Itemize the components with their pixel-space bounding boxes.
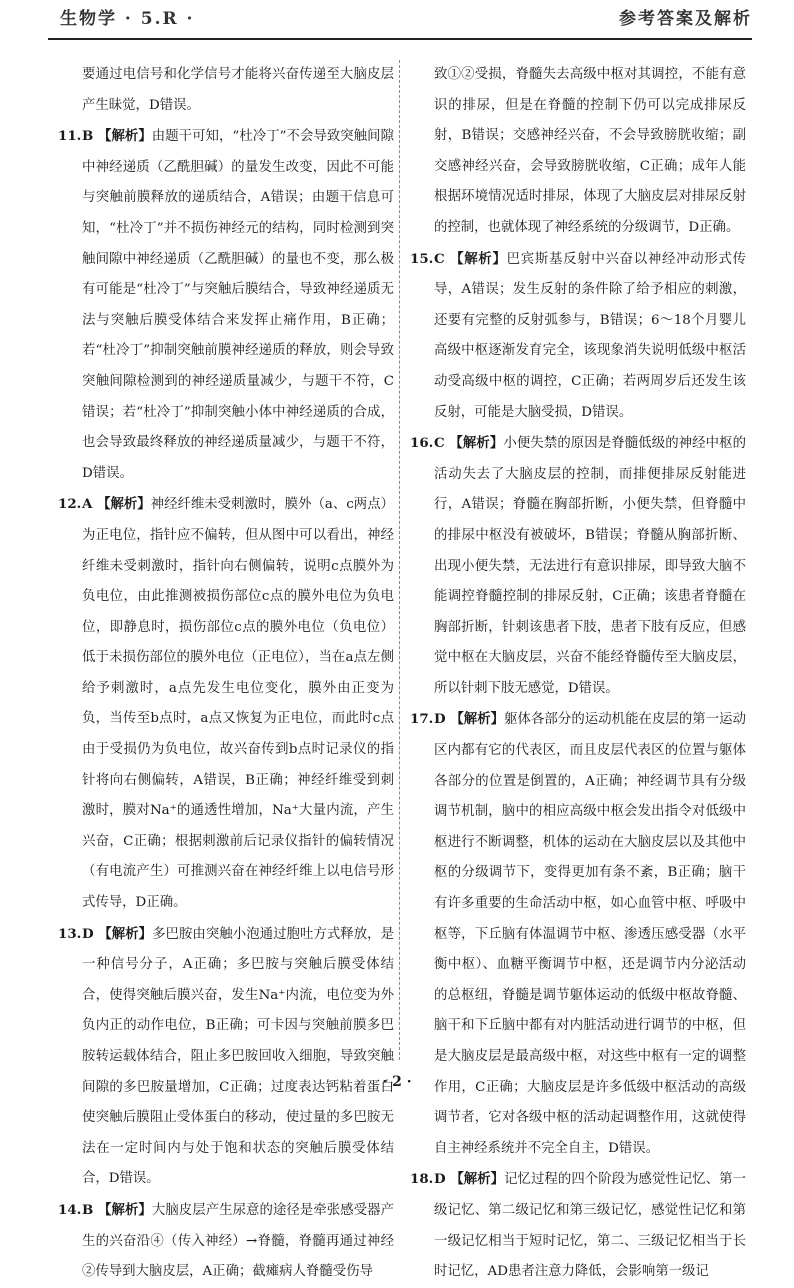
answer-item-p16	[410, 428, 746, 704]
answer-item-p15	[410, 244, 746, 429]
question-number: 12.	[58, 496, 82, 513]
analysis-label: 【解析】	[450, 711, 505, 728]
analysis-label: 【解析】	[449, 435, 504, 452]
question-number: 16.	[410, 435, 434, 452]
right-column	[410, 60, 746, 1288]
left-column	[58, 60, 394, 1288]
analysis-text: 记忆过程的四个阶段为感觉性记忆、第一级记忆、第二级记忆和第三级记忆，感觉性记忆和第一级记忆相当于短时记忆，第二、三级记忆相当于长时记忆，AD患者注意力降低，会影响第一级记	[434, 1172, 747, 1280]
answer-item-p14c	[410, 60, 746, 244]
analysis-text: 大脑皮层产生尿意的途径是牵张感受器产生的兴奋沿④（传入神经）→脊髓，脊髓再通过神经②传导到大脑皮层，A正确；截瘫病人脊髓受伤导	[82, 1202, 395, 1280]
question-number: 11.	[58, 128, 82, 145]
analysis-label: 【解析】	[98, 925, 153, 942]
analysis-text: 躯体各部分的运动机能在皮层的第一运动区内都有它的代表区，而且皮层代表区的位置与躯体各部分的位置是倒置的，A正确；神经调节具有分级调节机制，脑中的相应高级中枢会发出指令对低级中枢进行不断调整，机体的运动在大脑皮层以及其他中枢的分级调节下，变得更加有条不紊，B正确；脑干有许多重要的生命活动中枢，如心血管中枢、呼吸中枢等，下丘脑有体温调节中枢、渗透压感受器（水平衡中枢）、血糖平衡调节中枢，还是调节内分泌活动的总枢纽，脊髓是调节躯体运动的低级中枢故脊髓、脑干和下丘脑中都有对内脏活动进行调节的中枢，但是大脑皮层是最高级中枢，对这些中枢有一定的调整作用，C正确；大脑皮层是许多低级中枢活动的高级调节者，它对各级中枢的活动起调整作用，这就使得自主神经系统并不完全自主，D错误。	[434, 712, 747, 1156]
answer-choice: D	[82, 925, 99, 942]
answer-item-p11	[58, 121, 394, 489]
answer-item-p13	[58, 919, 394, 1195]
analysis-text: 要通过电信号和化学信号才能将兴奋传递至大脑皮层产生昧觉，D错误。	[82, 67, 394, 113]
analysis-label: 【解析】	[97, 496, 151, 513]
analysis-text: 多巴胺由突触小泡通过胞吐方式释放，是一种信号分子，A正确；多巴胺与突触后膜受体结合，使得突触后膜兴奋，发生Na⁺内流，电位变为外负内正的动作电位，B正确；可卡因与突触前膜多巴胺转运载体结合，阻止多巴胺回收入细胞，导致突触间隙的多巴胺量增加，C正确；过度表达钙粘着蛋白使突触后膜阻止受体蛋白的移动，使过量的多巴胺无法在一定时间内与处于饱和状态的突触后膜受体结合，D错误。	[82, 926, 395, 1187]
analysis-label: 【解析】	[98, 1201, 152, 1218]
answer-item-p10	[58, 60, 394, 121]
header-title: 参考答案及解析	[619, 9, 752, 29]
question-number: 17.	[410, 711, 434, 728]
page-number: · 2 ·	[382, 1074, 412, 1090]
header-rule	[48, 38, 752, 40]
analysis-label: 【解析】	[98, 128, 152, 145]
answer-choice: B	[82, 128, 99, 145]
analysis-text: 致①②受损，脊髓失去高级中枢对其调控，不能有意识的排尿，但是在脊髓的控制下仍可以完成排尿反射，B错误；交感神经兴奋，不会导致膀胱收缩；副交感神经兴奋，会导致膀胱收缩，C正确；成年人能根据环境情况适时排尿，体现了大脑皮层对排尿反射的控制，也就体现了神经系统的分级调节，D正确。	[434, 67, 746, 235]
answer-choice: B	[82, 1201, 99, 1218]
page-header	[0, 0, 794, 46]
answer-choice: D	[434, 711, 451, 728]
answer-item-p12	[58, 489, 394, 918]
answer-choice: C	[434, 435, 450, 452]
question-number: 18.	[410, 1171, 434, 1188]
analysis-text: 小便失禁的原因是脊髓低级的神经中枢的活动失去了大脑皮层的控制，而排便排尿反射能进行，A错误；脊髓在胸部折断，小便失禁，但脊髓中的排尿中枢没有被破坏，B错误；脊髓从胸部折断、出现小便失禁，无法进行有意识排尿，即导致大脑不能调控脊髓控制的排尿反射，C正确；该患者脊髓在胸部折断，针刺该患者下肢，患者下肢有反应，但感觉中枢在大脑皮层，兴奋不能经脊髓传至大脑皮层，所以针刺下肢无感觉，D错误。	[434, 436, 747, 696]
analysis-text: 由题干可知，“杜冷丁”不会导致突触间隙中神经递质（乙酰胆碱）的量发生改变，因此不可能与突触前膜释放的递质结合，A错误；由题干信息可知，“杜冷丁”并不损伤神经元的结构，同时检测到突触间隙中神经递质（乙酰胆碱）的量也不变，那么极有可能是“杜冷丁”与突触后膜结合，导致神经递质无法与突触后膜受体结合来发挥止痛作用，B正确；若“杜冷丁”抑制突触前膜神经递质的释放，则会导致突触间隙检测到的神经递质量减少，与题干不符，C错误；若“杜冷丁”抑制突触小体中神经递质的合成，也会导致最终释放的神经递质量减少，与题干不符，D错误。	[82, 129, 394, 481]
header-subject: 生物学 · 5.R ·	[60, 9, 195, 29]
answer-choice: C	[434, 250, 451, 267]
column-divider	[399, 60, 400, 1060]
analysis-label: 【解析】	[450, 1171, 505, 1188]
answer-choice: D	[434, 1171, 451, 1188]
analysis-text: 神经纤维未受刺激时，膜外（a、c两点）为正电位，指针应不偏转，但从图中可以看出，神经纤维未受刺激时，指针向右侧偏转，说明c点膜外为负电位，由此推测被损伤部位c点的膜外电位为负电位，即静息时，损伤部位c点的膜外电位（负电位）低于未损伤部位的膜外电位（正电位），当在a点左侧给予刺激时，a点先发生电位变化，膜外由正变为负，当传至b点时，a点又恢复为正电位，而此时c点由于受损仍为负电位，故兴奋传到b点时记录仪的指针将向右侧偏转，A错误，B正确；神经纤维受到刺激时，膜对Na⁺的通透性增加，Na⁺大量内流，产生兴奋，C正确；根据刺激前后记录仪指针的偏转情况（有电流产生）可推测兴奋在神经纤维上以电信号形式传导，D正确。	[82, 497, 394, 911]
question-number: 14.	[58, 1201, 82, 1218]
answer-item-p14	[58, 1195, 394, 1288]
analysis-label: 【解析】	[450, 250, 507, 267]
answer-item-p18	[410, 1164, 746, 1287]
answer-item-p17	[410, 704, 746, 1164]
question-number: 15.	[410, 250, 434, 267]
question-number: 13.	[58, 925, 82, 942]
analysis-text: 巴宾斯基反射中兴奋以神经冲动形式传导，A错误；发生反射的条件除了给予相应的刺激，还要有完整的反射弧参与，B错误；6～18个月婴儿高级中枢逐渐发育完全，该现象消失说明低级中枢活动受高级中枢的调控，C正确；若两周岁后还发生该反射，可能是大脑受损，D错误。	[434, 251, 747, 420]
answer-choice: A	[82, 496, 98, 513]
